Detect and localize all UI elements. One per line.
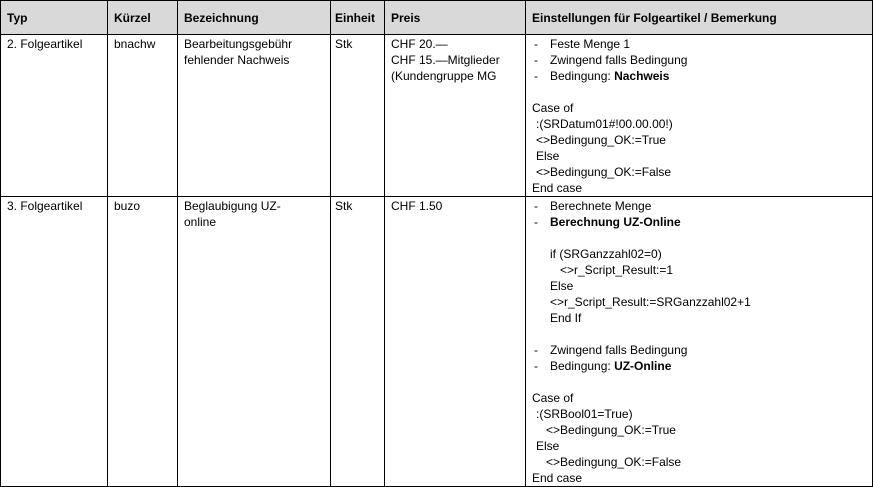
header-kuerzel: Kürzel (108, 1, 178, 35)
code-line: :(SRDatum01#!00.00.00!) (536, 117, 673, 131)
cell-preis (385, 35, 526, 197)
preis-line: (Kundengruppe MG (391, 69, 497, 83)
bullet-item: - Zwingend falls Bedingung (532, 342, 868, 358)
bullet-prefix: Bedingung: (550, 69, 615, 83)
header-einstellungen: Einstellungen für Folgeartikel / Bemerkung (526, 1, 873, 35)
script-line: <>r_Script_Result:=SRGanzzahl02+1 (550, 295, 751, 309)
bullet-item (532, 68, 868, 84)
spacer (532, 84, 868, 100)
cell-kuerzel (108, 35, 178, 197)
header-typ: Typ (1, 1, 108, 35)
cell-bezeichnung (178, 197, 331, 487)
header-preis: Preis (385, 1, 526, 35)
preis-line: CHF 15.—Mitglieder (391, 53, 500, 67)
preis-line: CHF 20.— (391, 37, 448, 51)
typ-text: 3. Folgeartikel (7, 199, 83, 213)
code-line: <>Bedingung_OK:=True (536, 133, 666, 147)
script-line: if (SRGanzzahl02=0) (550, 247, 662, 261)
bezeichnung-line: Beglaubigung UZ- (184, 199, 281, 213)
bullet-item (532, 358, 868, 374)
bezeichnung-line: online (184, 215, 217, 229)
bullet-item (532, 214, 868, 230)
code-line: <>Bedingung_OK:=False (536, 165, 672, 179)
table-row (1, 35, 873, 197)
spacer (532, 374, 868, 390)
spacer (532, 230, 868, 246)
bullet-bold: Nachweis (614, 69, 670, 83)
typ-text: 2. Folgeartikel (7, 37, 83, 51)
header-bezeichnung: Bezeichnung (178, 1, 331, 35)
cell-einstellungen (526, 197, 873, 487)
spacer (532, 326, 868, 342)
code-line: Else (536, 149, 560, 163)
einheit-text: Stk (335, 199, 353, 213)
script-line: <>r_Script_Result:=1 (560, 263, 674, 277)
cell-einstellungen (526, 35, 873, 197)
code-line: End case (532, 181, 583, 195)
bezeichnung-line: Bearbeitungsgebühr (184, 37, 293, 51)
code-line: End case (532, 471, 583, 485)
cell-typ (1, 197, 108, 487)
cell-typ (1, 35, 108, 197)
table-row (1, 197, 873, 487)
code-line: Case of (532, 101, 574, 115)
header-einheit: Einheit (331, 1, 385, 35)
script-line: End If (550, 311, 582, 325)
bullet-item: - Feste Menge 1 (532, 36, 868, 52)
kuerzel-text: bnachw (114, 37, 156, 51)
code-line: Case of (532, 391, 574, 405)
bullet-prefix: Bedingung: (550, 359, 615, 373)
cell-kuerzel (108, 197, 178, 487)
code-line: <>Bedingung_OK:=False (546, 455, 682, 469)
code-line: :(SRBool01=True) (536, 407, 633, 421)
code-line: Else (536, 439, 560, 453)
header-row (1, 1, 873, 35)
preis-text: CHF 1.50 (391, 199, 443, 213)
bullet-bold: UZ-Online (614, 359, 672, 373)
cell-einheit (331, 197, 385, 487)
bullet-bold: Berechnung UZ-Online (550, 215, 681, 229)
script-line: Else (550, 279, 574, 293)
einheit-text: Stk (335, 37, 353, 51)
bezeichnung-line: fehlender Nachweis (184, 53, 290, 67)
cell-einheit (331, 35, 385, 197)
kuerzel-text: buzo (114, 199, 141, 213)
bullet-item: - Berechnete Menge (532, 198, 868, 214)
bullet-item: - Zwingend falls Bedingung (532, 52, 868, 68)
code-line: <>Bedingung_OK:=True (546, 423, 676, 437)
cell-preis (385, 197, 526, 487)
cell-bezeichnung (178, 35, 331, 197)
